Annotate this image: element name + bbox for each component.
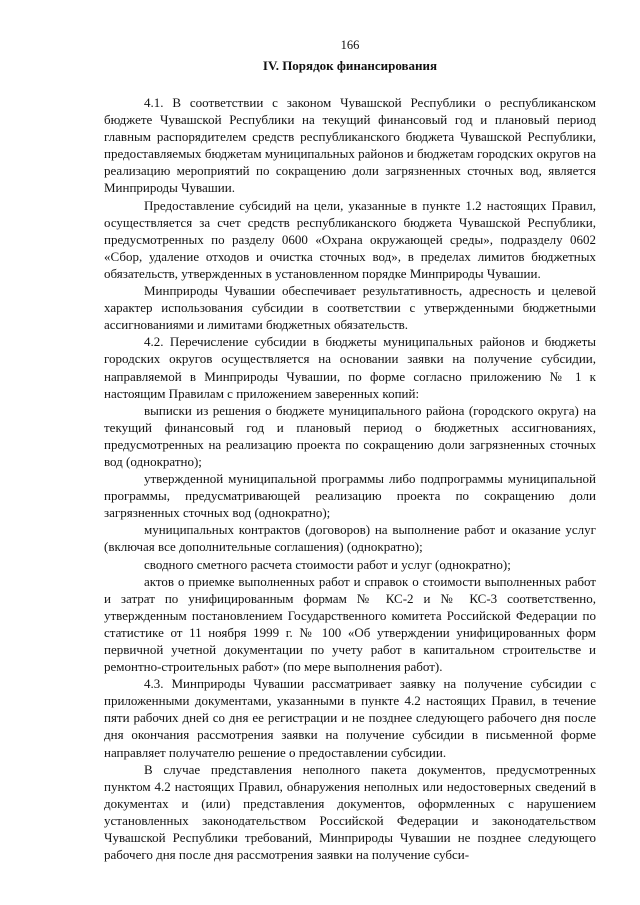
paragraph-4-2: 4.2. Перечисление субсидии в бюджеты муниципальных районов и бюджеты городских округов осуществляется на основании заявки на получение субсидии, направляемой в Минприроды Чувашии, по форме согласно приложению № 1 к настоящим Правилам с приложением заверенных копий: bbox=[104, 334, 596, 401]
paragraph-4-3: 4.3. Минприроды Чувашии рассматривает заявку на получение субсидии с приложенными документами, указанными в пункте 4.2 настоящих Правил, в течение пяти рабочих дней со дня ее регистрации и не позднее следующего рабочего дня после дня окончания рассмотрения заявки на получение субсидии в письменной форме направляет получателю решение о предоставлении субсидии. bbox=[104, 676, 596, 760]
page-number: 166 bbox=[340, 38, 360, 52]
list-item-budget-extract: выписки из решения о бюджете муниципального района (городского округа) на текущий финансовый год и плановый период о бюджетных ассигнованиях, предусмотренных на реализацию проекта по сокращению доли загрязненных сточных вод (однократно); bbox=[104, 402, 596, 469]
list-item-acceptance-acts: актов о приемке выполненных работ и справок о стоимости выполненных работ и затрат по унифицированным формам № КС-2 и № КС-3 соответственно, утвержденным постановлением Государственного комитета Российской Федерации по статистике от 11 ноября 1999 г. № 100 «Об утверждении унифицированных форм первичной учетной документации по учету работ в капитальном строительстве и ремонтно-строительных работ» (по мере выполнения работ). bbox=[104, 573, 596, 675]
paragraph-ministry-duties: Минприроды Чувашии обеспечивает результативность, адресность и целевой характер использования субсидии в соответствии с утвержденными бюджетными ассигнованиями и лимитами бюджетных обязательств. bbox=[104, 283, 596, 333]
list-item-municipal-contracts: муниципальных контрактов (договоров) на выполнение работ и оказание услуг (включая все дополнительные соглашения) (однократно); bbox=[104, 522, 596, 555]
paragraph-4-1: 4.1. В соответствии с законом Чувашской Республики о республиканском бюджете Чувашской Республики на текущий финансовый год и плановый период главным распорядителем средств республиканского бюджета Чувашской Республики, предоставляемых бюджетам муниципальных районов и бюджетам городских округов на реализацию мероприятий по сокращению доли загрязненных сточных вод, является Минприроды Чувашии. bbox=[104, 95, 596, 196]
list-item-cost-estimate: сводного сметного расчета стоимости работ и услуг (однократно); bbox=[144, 556, 511, 572]
paragraph-incomplete-documents: В случае представления неполного пакета документов, предусмотренных пунктом 4.2 настоящих Правил, обнаружения неполных или недостоверных сведений в документах и (или) представления документов, оформленных с нарушением установленных законодательством Российской Федерации и законодательством Чувашской Республики требований, Минприроды Чувашии не позднее следующего рабочего дня после дня рассмотрения заявки на получение субси- bbox=[104, 761, 596, 863]
list-item-municipal-program: утвержденной муниципальной программы либо подпрограммы муниципальной программы, предусматривающей реализацию проекта по сокращению доли загрязненных сточных вод (однократно); bbox=[104, 471, 596, 521]
paragraph-subsidy-source: Предоставление субсидий на цели, указанные в пункте 1.2 настоящих Правил, осуществляется за счет средств республиканского бюджета Чувашской Республики, предусмотренных по разделу 0600 «Охрана окружающей среды», подразделу 0602 «Сбор, удаление отходов и очистка сточных вод», в пределах лимитов бюджетных обязательств, утвержденных в установленном порядке Минприроды Чувашии. bbox=[104, 197, 596, 281]
section-title: IV. Порядок финансирования bbox=[262, 58, 438, 73]
document-page bbox=[104, 38, 596, 863]
